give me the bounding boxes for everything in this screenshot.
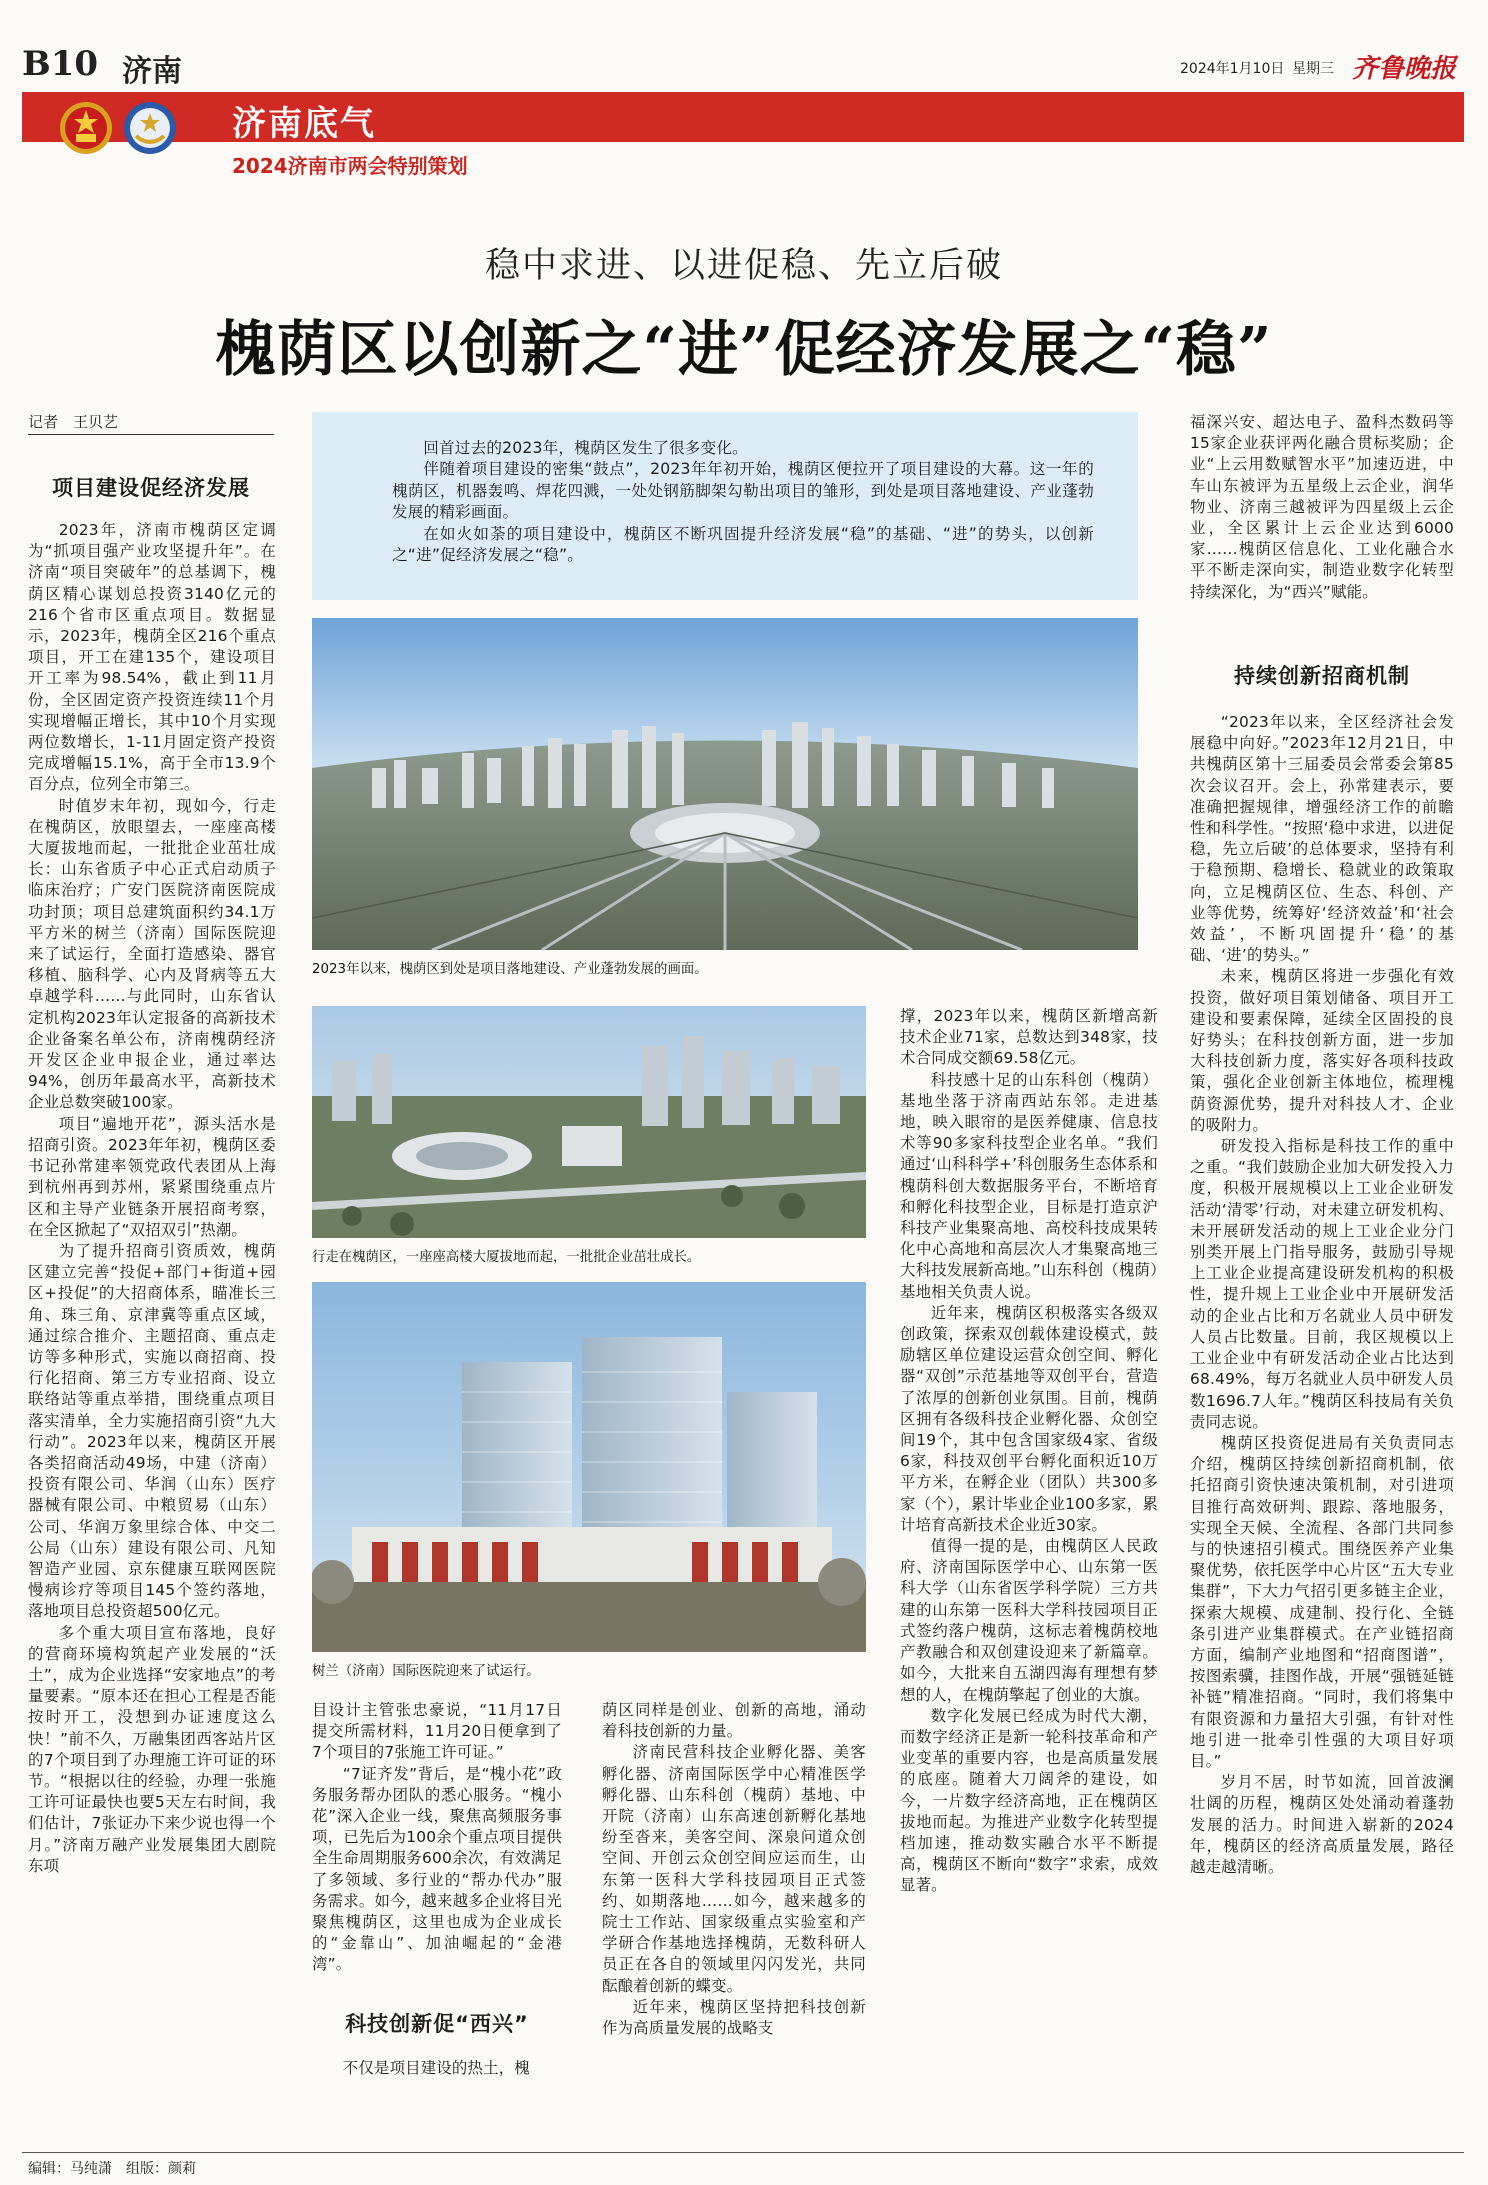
photo-3-caption: 树兰（济南）国际医院迎来了试运行。: [312, 1664, 540, 1679]
paragraph: “2023年以来，全区经济社会发展稳中向好。”2023年12月21日，中共槐荫区第十三届委员会常委会第85次会议召开。会上，孙常建表示，要准确把握规律，增强经济工作的前瞻性和科学性。“按照‘稳中求进，以进促稳，先立后破’的总体要求，坚持有利于稳预期、稳增长、稳就业的政策取向，立足槐荫区位、生态、科创、产业等优势，统筹好‘经济效益’和‘社会效益’，不断巩固提升‘稳’的基础、‘进’的势头。”: [1190, 713, 1454, 965]
paragraph: 济南民营科技企业孵化器、美客孵化器、济南国际医学中心精准医学孵化器、山东科创（槐荫）基地、中开院（济南）山东高速创新孵化基地纷至沓来，美客空间、深泉问道众创空间、开创云众创空间应运而生，山东第一医科大学科技园项目正式签约、如期落地……如今，越来越多的院士工作站、国家级重点实验室和产学研合作基地选择槐荫，无数科研人员正在各自的领域里闪闪发光，共同酝酿着创新的蝶变。: [602, 1743, 866, 1995]
byline-rule: [28, 434, 274, 435]
paragraph: 近年来，槐荫区积极落实各级双创政策，探索双创载体建设模式，鼓励辖区单位建设运营众创空间、孵化器“双创”示范基地等双创平台，营造了浓厚的创新创业氛围。目前，槐荫区拥有各级科技企业孵化器、众创空间19个，其中包含国家级4家、省级6家，科技双创平台孵化面积近10万平方米，在孵企业（团队）共300多家（个），累计毕业企业100多家，累计培育高新技术企业近30家。: [900, 1303, 1158, 1534]
business-district-photo: [312, 1006, 866, 1238]
banner-subtitle: 2024济南市两会特别策划: [232, 154, 468, 178]
issue-date: 2024年1月10日: [1180, 61, 1285, 77]
paragraph: 福深兴安、超达电子、盈科杰数码等15家企业获评两化融合贯标奖励；企业“上云用数赋智水平”加速迈进，中车山东被评为五星级上云企业，润华物业、济南三越被评为四星级上云企业，全区累计上云企业达到6000家……槐荫区信息化、工业化融合水平不断走深向实，制造业数字化转型持续深化，为“西兴”赋能。: [1190, 413, 1454, 601]
hospital-photo: [312, 1282, 866, 1652]
paragraph: 不仅是项目建设的热土，槐: [342, 2059, 530, 2077]
paragraph: 岁月不居，时节如流，回首波澜壮阔的历程，槐荫区处处涌动着蓬勃发展的活力。时间进入崭新的2024年，槐荫区的经济高质量发展，路径越走越清晰。: [1190, 1773, 1454, 1876]
footer-credits: 编辑：马纯潇 组版：颜莉: [28, 2161, 196, 2177]
footer-rule: [22, 2152, 1464, 2153]
lead-paragraph: 在如火如荼的项目建设中，槐荫区不断巩固提升经济发展“稳”的基础、“进”的势头，以创新之“进”促经济发展之“稳”。: [392, 524, 1094, 565]
lead-box: [312, 412, 1138, 600]
lead-paragraph: 伴随着项目建设的密集“鼓点”，2023年年初开始，槐荫区便拉开了项目建设的大幕。这一年的槐荫区，机器轰鸣、焊花四溅，一处处钢筋脚架勾勒出项目的雏形，到处是项目落地建设、产业蓬勃发展的精彩画面。: [392, 460, 1094, 522]
paper-logo: 齐鲁晚报: [1352, 54, 1457, 84]
byline: 记者 王贝艺: [28, 413, 119, 431]
cppcc-emblem-icon: [122, 100, 178, 156]
paragraph: 值得一提的是，由槐荫区人民政府、济南国际医学中心、山东第一医科大学（山东省医学科学院）三方共建的山东第一医科大学科技园项目正式签约落户槐荫，这标志着槐荫校地产教融合和双创建设迎来了新篇章。如今，大批来自五湖四海有理想有梦想的人，在槐荫擎起了创业的大旗。: [900, 1537, 1158, 1704]
paragraph: 撑，2023年以来，槐荫区新增高新技术企业71家，总数达到348家，技术合同成交额69.58亿元。: [900, 1007, 1158, 1068]
paragraph: 多个重大项目宣布落地，良好的营商环境构筑起产业发展的“沃土”，成为企业选择“安家地点”的考量要素。“原本还在担心工程是否能按时开工，没想到办证速度这么快！”前不久，万融集团西客站片区的7个项目到了办理施工许可证的环节。“根据以往的经验，办理一张施工许可证最快也要5天左右时间，我们估计，7张证办下来少说也得一个月。”济南万融产业发展集团大剧院东项: [28, 1623, 276, 1875]
paragraph: 槐荫区投资促进局有关负责同志介绍，槐荫区持续创新招商机制，依托招商引资快速决策机制，对引进项目推行高效研判、跟踪、落地服务，实现全天候、全流程、各部门共同参与的快速招引模式。围绕医养产业集聚优势，依托医学中心片区“五大专业集群”，下大力气招引更多链主企业，探索大规模、成建制、投行化、全链条引进产业集群模式。在产业链招商方面，编制产业地图和“招商图谱”，按图索骥，挂图作战，开展“强链延链补链”精准招商。“同时，我们将集中有限资源和力量招大引强，有针对性地引进一批牵引性强的大项目好项目。”: [1190, 1433, 1454, 1770]
page-header: [22, 44, 1458, 92]
article-kicker: 稳中求进、以进促稳、先立后破: [484, 246, 1003, 286]
issue-weekday: 星期三: [1292, 61, 1334, 77]
column-4: [900, 1006, 1158, 1897]
section-name: 济南: [122, 54, 182, 89]
paragraph: 2023年，济南市槐荫区定调为“抓项目强产业攻坚提升年”。在济南“项目突破年”的总基调下，槐荫区精心谋划总投资3140亿元的216个省市区重点项目。数据显示，2023年，槐荫全区216个重点项目，开工在建135个，建设项目开工率为98.54%，截止到11月份，全区固定资产投资连续11个月实现增幅正增长，其中10个月实现两位数增长，1-11月固定资产投资完成增幅15.1%，高于全市13.9个百分点，位列全市第三。: [28, 521, 276, 794]
column-2-continued: [312, 2058, 562, 2079]
paragraph: 未来，槐荫区将进一步强化有效投资，做好项目策划储备、项目开工建设和要素保障，延续全区固投的良好势头；在科技创新方面，进一步加大科技创新力度，落实好各项科技政策，强化企业创新主体地位，梳理槐荫资源优势，提升对科技人才、企业的吸附力。: [1190, 967, 1454, 1134]
column-3: [602, 1700, 866, 2039]
page-code: B10: [22, 44, 99, 84]
paragraph: 项目“遍地开花”，源头活水是招商引资。2023年年初，槐荫区委书记孙常建率领党政代表团从上海到杭州再到苏州，紧紧围绕重点片区和主导产业链条开展招商考察，在全区掀起了“双招双引”热潮。: [28, 1114, 276, 1239]
banner-title: 济南底气: [232, 104, 376, 144]
article-headline: 槐荫区以创新之“进”促经济发展之“稳”: [215, 315, 1273, 385]
paragraph: 数字化发展已经成为时代大潮，而数字经济正是新一轮科技革命和产业变革的重要内容，也是高质量发展的底座。随着大刀阔斧的建设，如今，一片数字经济高地，正在槐荫区拔地而起。为推进产业数字化转型提档加速，推动数实融合水平不断提高，槐荫区不断向“数字”求索，成效显著。: [900, 1706, 1158, 1895]
photo-1-caption: 2023年以来，槐荫区到处是项目落地建设、产业蓬勃发展的画面。: [312, 962, 708, 977]
paragraph: 近年来，槐荫区坚持把科技创新作为高质量发展的战略支: [602, 1997, 866, 2038]
paragraph: 时值岁末年初，现如今，行走在槐荫区，放眼望去，一座座高楼大厦拔地而起，一批批企业茁壮成长：山东省质子中心正式启动质子临床治疗；广安门医院济南医院成功封顶；项目总建筑面积约34.1万平方米的树兰（济南）国际医院迎来了试运行，全面打造感染、器官移植、脑科学、心内及肾病等五大卓越学科……与此同时，山东省认定机构2023年认定报备的高新技术企业备案名单公布，济南槐荫经济开发区企业申报企业，通过率达94%，创历年最高水平，高新技术企业总数突破100家。: [28, 796, 276, 1112]
section-heading-project: 项目建设促经济发展: [52, 476, 250, 500]
section-heading-investment: 持续创新招商机制: [1234, 664, 1410, 688]
national-emblem-icon: [58, 100, 114, 156]
column-5-top: [1190, 412, 1454, 603]
paragraph: “7证齐发”背后，是“槐小花”政务服务帮办团队的悉心服务。“槐小花”深入企业一线，聚焦高频服务事项，已先后为100余个重点项目提供全生命周期服务600余次，有效满足了多领域、多行业的“帮办代办”服务需求。如今，越来越多企业将目光聚焦槐荫区，这里也成为企业成长的“金靠山”、加油崛起的“金港湾”。: [312, 1764, 562, 1974]
column-1: [28, 520, 276, 1877]
lead-paragraph: 回首过去的2023年，槐荫区发生了很多变化。: [423, 439, 748, 457]
paragraph: 目设计主管张忠豪说，“11月17日提交所需材料，11月20日便拿到了7个项目的7张施工许可证。”: [312, 1701, 562, 1762]
column-2: [312, 1700, 562, 1976]
aerial-city-photo: [312, 618, 1138, 950]
photo-2-caption: 行走在槐荫区，一座座高楼大厦拔地而起，一批批企业茁壮成长。: [312, 1250, 701, 1265]
paragraph: 为了提升招商引资质效，槐荫区建立完善“投促+部门+街道+园区+投促”的大招商体系，瞄准长三角、珠三角、京津冀等重点区域，通过综合推介、主题招商、重点走访等多种形式，实施以商招商、投行化招商、第三方专业招商、设立联络站等重点举措，围绕重点项目落实清单，全力实施招商引资“九大行动”。2023年以来，槐荫区开展各类招商活动49场，中建（济南）投资有限公司、华润（山东）医疗器械有限公司、中粮贸易（山东）公司、华润万象里综合体、中交二公局（山东）建设有限公司、凡知智造产业园、京东健康互联网医院慢病诊疗等项目145个签约落地，落地项目总投资超500亿元。: [28, 1241, 276, 1621]
column-5: [1190, 712, 1454, 1878]
section-heading-tech: 科技创新促“西兴”: [345, 2012, 529, 2036]
paragraph: 科技感十足的山东科创（槐荫）基地坐落于济南西站东邻。走进基地，映入眼帘的是医养健康、信息技术等90多家科技型企业名单。“我们通过‘山科科学+’科创服务生态体系和槐荫科创大数据服务平台，不断培育和孵化科技型企业，目标是打造京沪科技产业集聚高地、高校科技成果转化中心高地和高层次人才集聚高地三大科技发展新高地。”山东科创（槐荫）基地相关负责人说。: [900, 1070, 1158, 1301]
paragraph: 研发投入指标是科技工作的重中之重。“我们鼓励企业加大研发投入力度，积极开展规模以上工业企业研发活动‘清零’行动，对未建立研发机构、未开展研发活动的规上工业企业分门别类开展上门指导服务，鼓励引导规上工业企业提高建设研发机构的积极性，提升规上工业企业中开展研发活动的企业占比和万名就业人员中研发人员占比数量。目前，我区规模以上工业企业中有研发活动企业占比达到68.49%，每万名就业人员中研发人员数1696.7人年。”槐荫区科技局有关负责同志说。: [1190, 1137, 1454, 1431]
paragraph: 荫区同样是创业、创新的高地，涌动着科技创新的力量。: [602, 1701, 866, 1741]
